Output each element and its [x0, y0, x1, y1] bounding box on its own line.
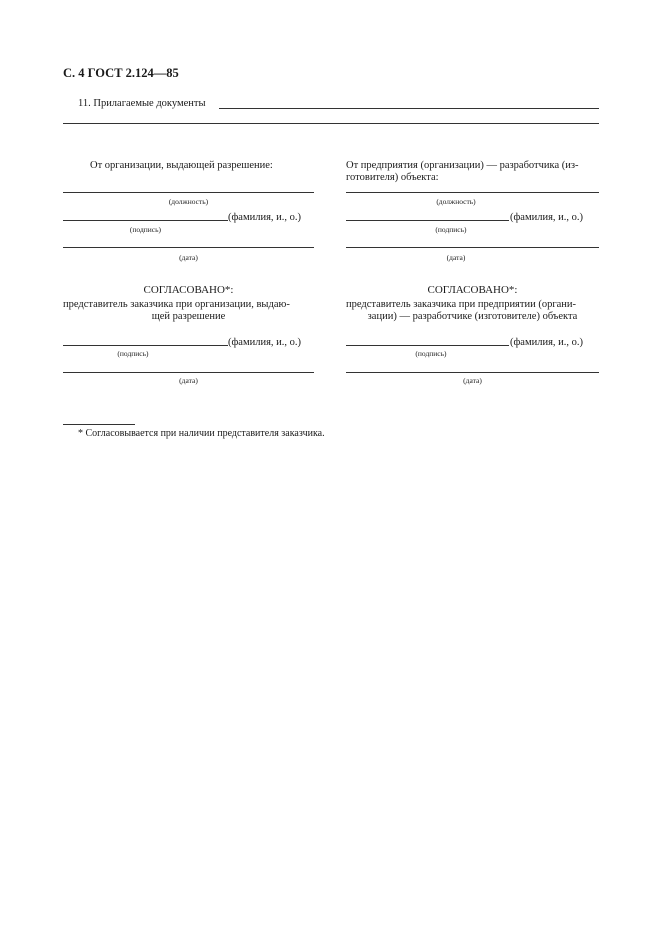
right-agreed-signature-caption: (подпись): [415, 349, 447, 358]
left-position-caption: (должность): [168, 197, 209, 206]
right-fio-label: (фамилия, и., о.): [510, 212, 584, 223]
left-agreed-fio-label: (фамилия, и., о.): [228, 337, 302, 348]
right-signature-line: [346, 220, 509, 221]
left-agreed-line1: представитель заказчика при организации, выдаю-: [63, 299, 290, 310]
left-date-line: [63, 247, 314, 248]
right-org-title-line1: От предприятия (организации) — разработчика (из-: [346, 160, 579, 171]
left-date-caption: (дата): [179, 253, 198, 262]
page-header: С. 4 ГОСТ 2.124—85: [63, 66, 179, 80]
right-date-line: [346, 247, 599, 248]
right-agreed-signature-line: [346, 345, 509, 346]
right-agreed-date-line: [346, 372, 599, 373]
left-agreed-line2: щей разрешение: [151, 311, 226, 322]
left-agreed-signature-line: [63, 345, 228, 346]
left-org-title: От организации, выдающей разрешение:: [90, 160, 273, 171]
left-agreed-signature-caption: (подпись): [117, 349, 149, 358]
left-signature-line: [63, 220, 228, 221]
left-position-line: [63, 192, 314, 193]
documents-line-1: [219, 108, 599, 109]
left-agreed-date-caption: (дата): [179, 376, 198, 385]
right-signature-caption: (подпись): [435, 225, 467, 234]
left-agreed-title: СОГЛАСОВАНО*:: [143, 284, 234, 296]
documents-label: 11. Прилагаемые документы: [78, 98, 206, 109]
left-agreed-date-line: [63, 372, 314, 373]
documents-line-2: [63, 123, 599, 124]
right-agreed-title: СОГЛАСОВАНО*:: [427, 284, 518, 296]
footnote: * Согласовывается при наличии представителя заказчика.: [78, 428, 325, 439]
right-agreed-fio-label: (фамилия, и., о.): [510, 337, 584, 348]
right-agreed-date-caption: (дата): [463, 376, 482, 385]
left-fio-label: (фамилия, и., о.): [228, 212, 302, 223]
left-signature-caption: (подпись): [129, 225, 162, 234]
right-agreed-line1: представитель заказчика при предприятии (органи-: [346, 299, 577, 310]
right-position-caption: (должность): [436, 197, 476, 206]
right-date-caption: (дата): [446, 253, 466, 262]
right-org-title-line2: готовителя) объекта:: [346, 172, 439, 183]
footnote-rule: [63, 424, 135, 425]
right-agreed-line2: зации) — разработчике (изготовителе) объекта: [367, 311, 578, 322]
right-position-line: [346, 192, 599, 193]
